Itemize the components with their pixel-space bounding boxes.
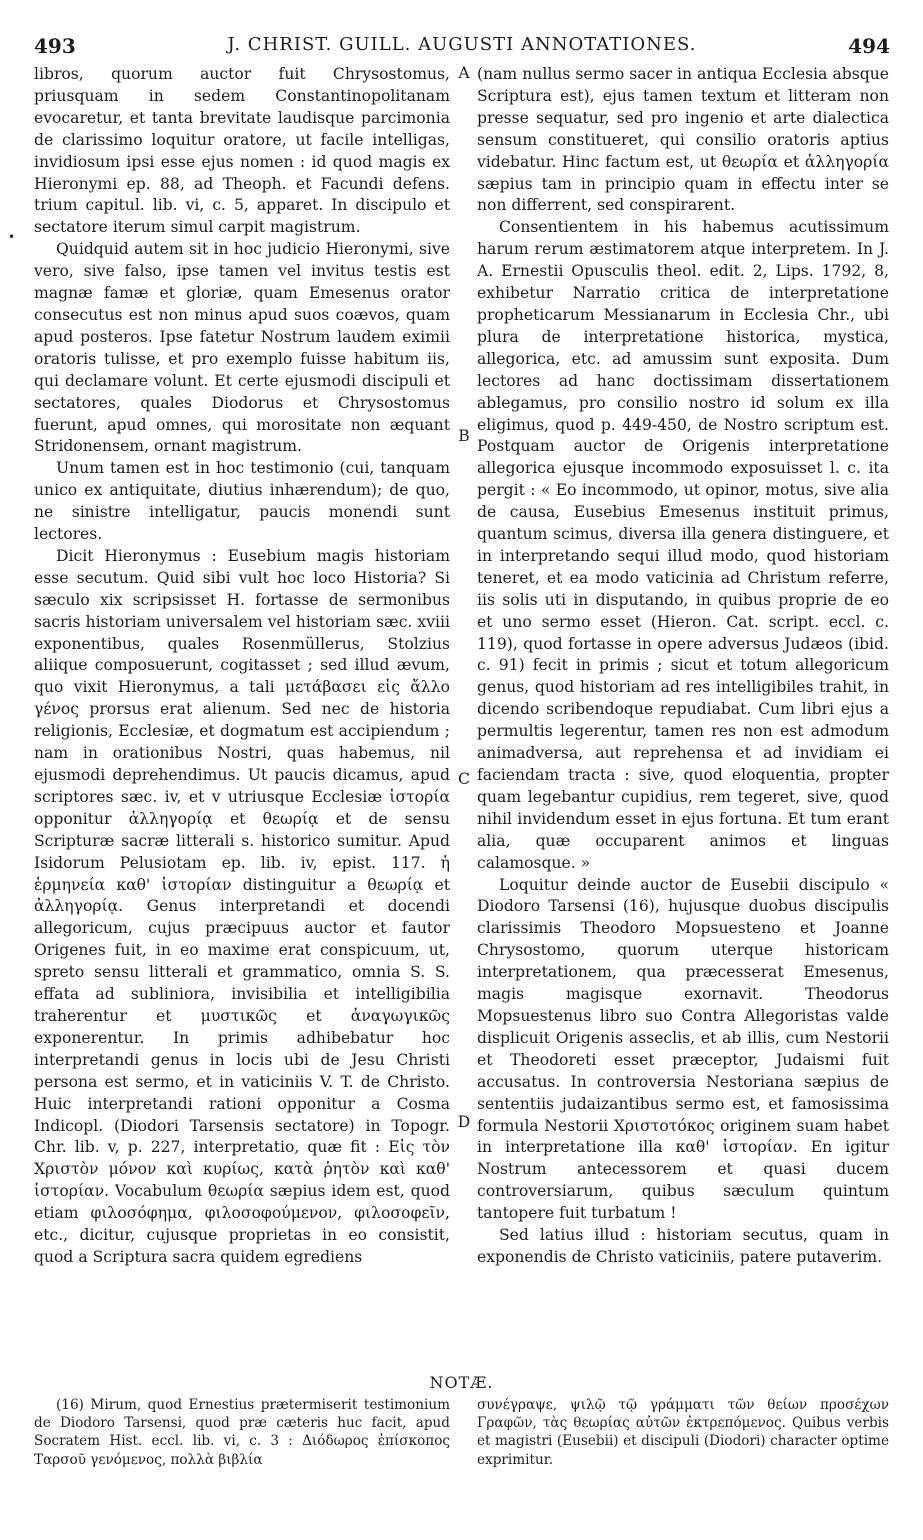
section-marker-a: A bbox=[458, 64, 470, 82]
right-column bbox=[477, 64, 889, 1269]
footnote-right bbox=[477, 1396, 889, 1469]
margin-dot: • bbox=[8, 230, 16, 244]
paragraph: Quidquid autem sit in hoc judicio Hieronymi, sive vero, sive falso, ipse tamen vel invitus testis est magnæ famæ et gloriæ, quam Emesenus orator consecutus est non minus apud suos coævos, quam apud posteros. Ipse fatetur Nostrum laudem eximii oratoris tulisse, et pro exemplo fuisse habitum iis, qui declamare volunt. Et certe ejusmodi discipuli et sectatores, quales Diodorus et Chrysostomus fuerunt, apud omnes, qui morositate non æquant Stridonensem, ornant magistrum. bbox=[34, 240, 450, 456]
footnote-text: συνέγραψε, ψιλῷ τῷ γράμματι τῶν θείων προσέχων Γραφῶν, τὰς θεωρίας αὐτῶν ἐκτρεπόμενος. Quibus verbis et magistri (Eusebii) et discipuli (Diodori) character optime exprimitur. bbox=[477, 1397, 889, 1468]
section-marker-b: B bbox=[458, 427, 470, 445]
paragraph: libros, quorum auctor fuit Chrysostomus, priusquam in sedem Constantinopolitanam evocaretur, et tanta brevitate laudisque parcimonia de clarissimo loquitur oratore, ut facile intelligas, invidiosum ipsi esse ejus nomen : id quod magis ex Hieronymi ep. 88, ad Theoph. et Facundi defens. trium capitul. lib. vi, c. 5, apparet. In discipulo et sectatore iterum simul carpit magistrum. bbox=[34, 65, 450, 237]
footnote-text: (16) Mirum, quod Ernestius prætermiserit testimonium de Diodoro Tarsensi, quod præ cæteris huc facit, apud Socratem Hist. eccl. lib. vi, c. 3 : Διόδωρος ἐπίσκοπος Ταρσοῦ γενόμενος, πολλὰ βιβλία bbox=[34, 1397, 450, 1468]
paragraph: Unum tamen est in hoc testimonio (cui, tanquam unico ex antiquitate, diutius inhærendum); de quo, ne sinistre intelligatur, paucis monendi sunt lectores. bbox=[34, 459, 450, 544]
left-column bbox=[34, 64, 450, 1269]
footnote-left bbox=[34, 1396, 450, 1469]
paragraph: Sed latius illud : historiam secutus, quam in exponendis de Christo vaticiniis, patere putaverim. bbox=[477, 1226, 889, 1266]
paragraph: Loquitur deinde auctor de Eusebii discipulo « Diodoro Tarsensi (16), hujusque duobus discipulis clarissimis Theodoro Mopsuesteno et Joanne Chrysostomo, quorum uterque historicam interpretationem, qua præcesserat Emesenus, magis magisque exornavit. Theodorus Mopsuestenus libro suo Contra Allegoristas valde displicuit Origenis asseclis, et ab illis, cum Nestorii et Theodoreti esset præceptor, Judaismi fuit accusatus. In controversia Nestoriana sæpius de sententiis judaizantibus sermo est, et famosissima formula Nestorii Χριστοτόκος originem suam habet in interpretatione illa καθ' ἱστορίαν. En igitur Nostrum antecessorem et quasi ducem controversiarum, quibus sæculum quintum tantopere fuit turbatum ! bbox=[477, 875, 889, 1223]
notes-heading: NOTÆ. bbox=[429, 1373, 494, 1392]
page-number-right: 494 bbox=[848, 34, 890, 58]
section-marker-d: D bbox=[457, 1113, 471, 1131]
page-number-left: 493 bbox=[34, 34, 76, 58]
paragraph: Dicit Hieronymus : Eusebium magis historiam esse secutum. Quid sibi vult hoc loco Historia? Si sæculo xix scripsisset H. fortasse de sermonibus sacris historiam universalem vel historiam sæc. xviii exponentibus, quales Rosenmüllerus, Stolzius aliique composuerunt, cogitasset ; sed illud ævum, quo vixit Hieronymus, a tali μετάβασει εἰς ἄλλο γένος prorsus erat alienum. Sed nec de historia religionis, Ecclesiæ, et dogmatum est accipiendum ; nam in orationibus Nostri, quas habemus, nil ejusmodi deprehendimus. Ut paucis dicamus, apud scriptores sæc. iv, et v utriusque Ecclesiæ ἱστορία opponitur ἀλληγορίᾳ et θεωρίᾳ et de sensu Scripturæ sacræ litterali s. historico sumitur. Apud Isidorum Pelusiotam ep. lib. iv, epist. 117. ἡ ἑρμηνεία καθ' ἱστορίαν distinguitur a θεωρίᾳ et ἀλληγορίᾳ. Genus interpretandi et docendi allegoricum, cujus præcipuus auctor et fautor Origenes fuit, in eo maxime erat conspicuum, ut, spreto sensu litterali et grammatico, omnia S. S. effata ad subliniora, invisibilia et intelligibilia traherentur et μυστικῶς et ἀναγωγικῶς exponerentur. In primis adhibebatur hoc interpretandi genus in locis ubi de Jesu Christi persona est sermo, et in vaticiniis V. T. de Christo. Huic interpretandi rationi opponitur a Cosma Indicopl. (Diodori Tarsensis sectatore) in Topogr. Chr. lib. v, p. 227, interpretatio, quæ fit : Εἰς τὸν Χριστὸν μόνον καὶ κυρίως, κατὰ ῥητὸν καὶ καθ' ἱστορίαν. Vocabulum θεωρία sæpius idem est, quod etiam φιλοσόφημα, φιλοσοφούμενον, φιλοσοφεῖν, etc., dicitur, cujusque proprietas in eo consistit, quod a Scriptura sacra quidem egrediens bbox=[34, 546, 450, 1266]
paragraph: (nam nullus sermo sacer in antiqua Ecclesia absque Scriptura est), ejus tamen textum et litteram non presse sequatur, sed pro ingenio et arte dialectica sensum constitueret, qui consilio oratoris aptius videbatur. Hinc factum est, ut θεωρία et ἀλληγορία sæpius tam in principio quam in effectu inter se non differrent, sed conspirarent. bbox=[477, 65, 889, 215]
paragraph: Consentientem in his habemus acutissimum harum rerum æstimatorem atque interpretem. In J. A. Ernestii Opusculis theol. edit. 2, Lips. 1792, 8, exhibetur Narratio critica de interpretatione propheticarum Messianarum in Ecclesia Chr., ubi plura de interpretatione historica, mystica, allegorica, etc. ad amussim sunt exposita. Dum lectores ad hanc doctissimam dissertationem ablegamus, pro consilio nostro id solum ex illa eligimus, quod p. 449-450, de Nostro scriptum est. Postquam auctor de Origenis interpretatione allegorica ejusque incommodo exposuisset l. c. ita pergit : « Eo incommodo, ut opinor, motus, sive alia de causa, Eusebius Emesenus instituit primus, quantum scimus, diversa illa genera distinguere, et in interpretando sequi illud modo, quod historiam teneret, et ea modo vaticinia ad Christum referre, iis solis uti in disputando, in quibus proprie de eo et uno sermo esset (Hieron. Cat. script. eccl. c. 119), quod fortasse in opere adversus Judæos (ibid. c. 91) fecit in primis ; sicut et totum allegoricum genus, quod historiam ad res intelligibiles trahit, in dicendo scribendoque repudiabat. Cum libri ejus a permultis legerentur, tamen res non est admodum animadversa, aut reprehensa et ad invidiam ei faciendam tracta : sive, quod eloquentia, propter quam legebantur cupidius, rem tegeret, sive, quod nihil invidendum esset in ejus fortuna. Et tum erant alia, quæ occuparent animos et linguas calamosque. » bbox=[477, 218, 889, 872]
section-marker-c: C bbox=[458, 770, 470, 788]
running-title: J. CHRIST. GUILL. AUGUSTI ANNOTATIONES. bbox=[227, 34, 697, 55]
running-header bbox=[34, 34, 890, 60]
